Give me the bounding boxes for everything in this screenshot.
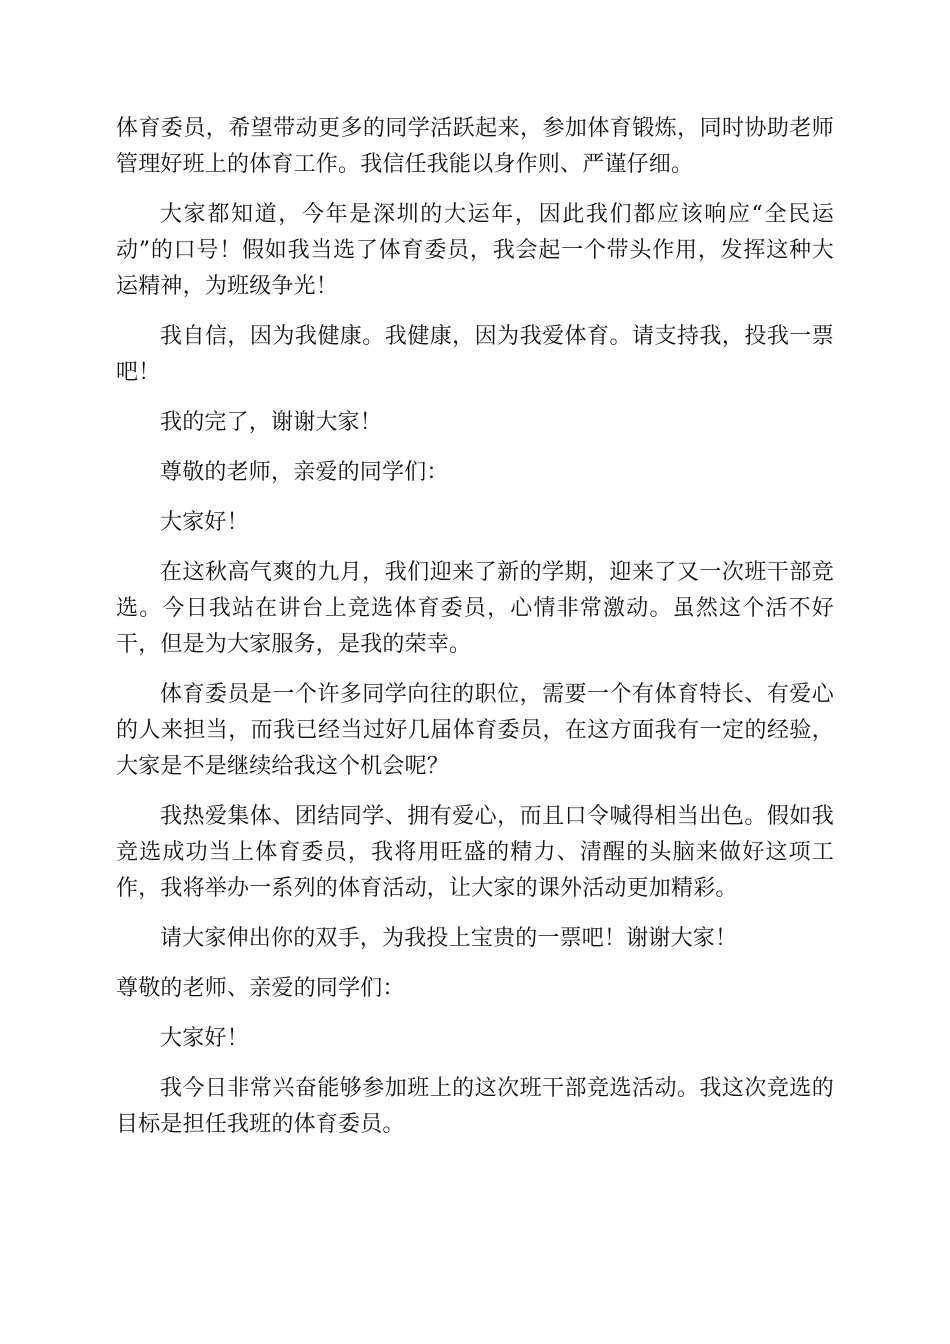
paragraph-3: 我自信，因为我健康。我健康，因为我爱体育。请支持我，投我一票吧！ xyxy=(116,324,834,385)
paragraph-7: 在这秋高气爽的九月，我们迎来了新的学期，迎来了又一次班干部竞选。今日我站在讲台上竞选体育委员，心情非常激动。虽然这个活不好干，但是为大家服务，是我的荣幸。 xyxy=(116,560,834,657)
paragraph-1: 体育委员，希望带动更多的同学活跃起来，参加体育锻炼，同时协助老师管理好班上的体育工作。我信任我能以身作则、严谨仔细。 xyxy=(116,116,834,177)
paragraph-12-greeting: 大家好！ xyxy=(160,1026,249,1051)
document-body xyxy=(116,111,834,1157)
paragraph-6-greeting: 大家好！ xyxy=(160,510,249,535)
paragraph-4: 我的完了，谢谢大家！ xyxy=(160,410,383,435)
paragraph-10: 请大家伸出你的双手，为我投上宝贵的一票吧！谢谢大家！ xyxy=(160,926,738,951)
paragraph-2: 大家都知道，今年是深圳的大运年，因此我们都应该响应“全民运动”的口号！假如我当选了体育委员，我会起一个带头作用，发挥这种大运精神，为班级争光！ xyxy=(116,202,834,299)
paragraph-5-salutation: 尊敬的老师，亲爱的同学们： xyxy=(160,460,449,485)
paragraph-13: 我今日非常兴奋能够参加班上的这次班干部竞选活动。我这次竞选的目标是担任我班的体育委员。 xyxy=(116,1076,834,1137)
paragraph-11-salutation: 尊敬的老师、亲爱的同学们： xyxy=(116,976,405,1001)
paragraph-8: 体育委员是一个许多同学向往的职位，需要一个有体育特长、有爱心的人来担当，而我已经当过好几届体育委员，在这方面我有一定的经验，大家是不是继续给我这个机会呢？ xyxy=(116,682,834,779)
paragraph-9: 我热爱集体、团结同学、拥有爱心，而且口令喊得相当出色。假如我竞选成功当上体育委员，我将用旺盛的精力、清醒的头脑来做好这项工作，我将举办一系列的体育活动，让大家的课外活动更加精彩。 xyxy=(116,804,834,901)
